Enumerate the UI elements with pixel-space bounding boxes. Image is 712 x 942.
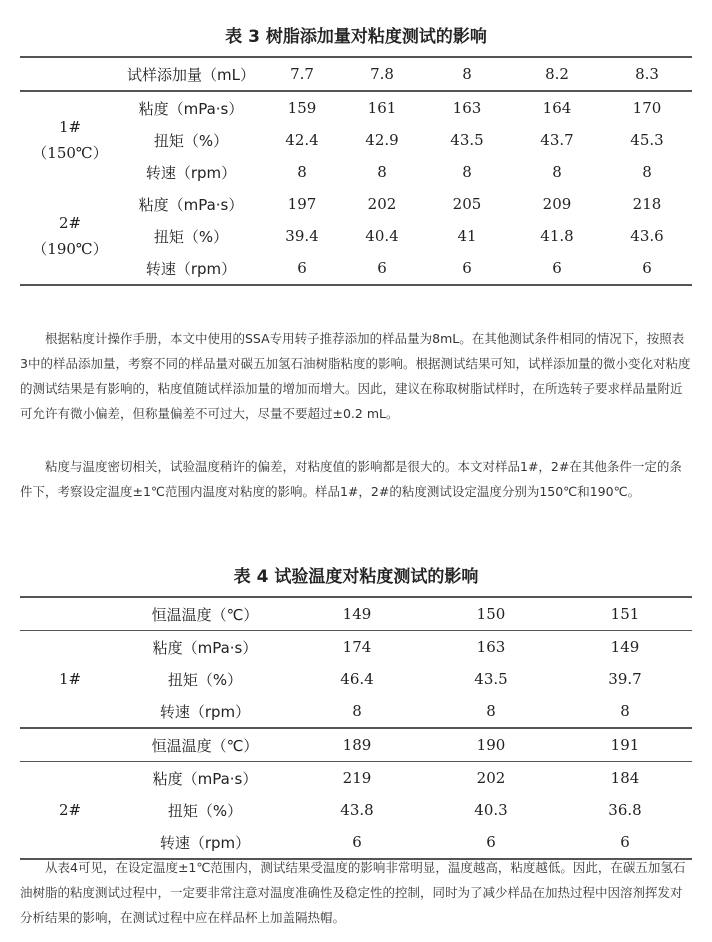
table3-header-value: 8.3 [602, 57, 692, 91]
body-paragraph: 根据粘度计操作手册，本文中使用的SSA专用转子推荐添加的样品量为8mL。在其他测试条件相同的情况下，按照表3中的样品添加量，考察不同的样品量对碳五加氢石油树脂粘度的影响。根据测试结果可知，试样添加量的微小变化对粘度的测试结果是有影响的，粘度值随试样添加量的增加而增大。因此，建议在称取树脂试样时，在所选转子要求样品量附近可允许有微小偏差，但称量偏差不可过大，尽量不要超过±0.2 mL。 [20, 331, 691, 421]
table-cell: 6 [422, 252, 512, 285]
table4-group-label: 2# [20, 762, 120, 860]
table-cell: 161 [367, 99, 397, 117]
table-cell: 40.4 [365, 227, 399, 245]
table-cell: 46.4 [340, 670, 374, 688]
table-cell: 149 [290, 597, 424, 631]
sample-temp: （190℃） [32, 240, 108, 258]
row-label: 转速（rpm） [145, 163, 237, 182]
table-row [20, 695, 692, 728]
table3-group-label [20, 188, 120, 285]
table-cell: 43.6 [630, 227, 664, 245]
table-row [20, 597, 692, 631]
sample-id: 2# [58, 214, 82, 232]
row-label: 粘度（mPa·s） [120, 631, 290, 664]
table-cell: 6 [602, 252, 692, 285]
table-cell: 8 [377, 163, 387, 181]
table-cell: 6 [512, 252, 602, 285]
table-cell: 150 [424, 597, 558, 631]
table-cell: 197 [287, 195, 317, 213]
table-cell: 190 [424, 728, 558, 762]
row-label: 扭矩（%） [153, 227, 229, 246]
row-label: 扭矩（%） [167, 801, 243, 820]
row-label: 粘度（mPa·s） [138, 99, 244, 118]
table-cell: 191 [558, 728, 692, 762]
table-cell: 39.4 [285, 227, 319, 245]
table4-caption: 表 4 试验温度对粘度测试的影响 [233, 567, 479, 587]
row-label: 恒温温度（℃） [120, 728, 290, 762]
table-cell: 202 [424, 762, 558, 795]
table-cell: 45.3 [630, 131, 664, 149]
table-cell: 202 [367, 195, 397, 213]
table-cell: 184 [558, 762, 692, 795]
table-row [20, 728, 692, 762]
table-cell: 205 [452, 195, 482, 213]
table-cell: 39.7 [608, 670, 642, 688]
table-cell: 189 [290, 728, 424, 762]
table-cell: 6 [342, 252, 422, 285]
table-cell: 8 [486, 702, 496, 720]
table-cell: 170 [632, 99, 662, 117]
table-cell: 43.7 [540, 131, 574, 149]
table-cell: 8 [352, 702, 362, 720]
table-cell: 164 [542, 99, 572, 117]
table-cell: 8 [552, 163, 562, 181]
table3-caption: 表 3 树脂添加量对粘度测试的影响 [225, 27, 487, 47]
table-cell: 41.8 [540, 227, 574, 245]
table-row [20, 91, 692, 124]
table-cell: 6 [558, 826, 692, 859]
table3 [20, 56, 692, 286]
table-cell: 6 [262, 252, 342, 285]
table-cell: 8 [462, 163, 472, 181]
row-label: 转速（rpm） [120, 252, 262, 285]
row-label: 扭矩（%） [153, 131, 229, 150]
table-cell: 219 [290, 762, 424, 795]
table-cell: 159 [287, 99, 317, 117]
row-label: 恒温温度（℃） [120, 597, 290, 631]
table-row [20, 124, 692, 156]
table-row [20, 188, 692, 220]
table3-header-value: 7.8 [342, 57, 422, 91]
table-cell: 43.8 [340, 801, 374, 819]
table-cell: 151 [558, 597, 692, 631]
table-cell: 8 [297, 163, 307, 181]
table3-header-value: 8 [422, 57, 512, 91]
table-cell: 42.4 [285, 131, 319, 149]
row-label: 扭矩（%） [167, 670, 243, 689]
row-label: 转速（rpm） [159, 702, 251, 721]
table3-corner-cell [20, 57, 120, 91]
table-row [20, 220, 692, 252]
table-cell: 6 [290, 826, 424, 859]
table3-header-label: 试样添加量（mL） [120, 57, 262, 91]
table4-corner-cell [20, 728, 120, 762]
table3-group-label [20, 91, 120, 188]
table4-group-label: 1# [20, 631, 120, 729]
table-cell: 43.5 [450, 131, 484, 149]
body-paragraph: 从表4可见，在设定温度±1℃范围内，测试结果受温度的影响非常明显，温度越高，粘度越低。因此，在碳五加氢石油树脂的粘度测试过程中，一定要非常注意对温度准确性及稳定性的控制，同时为了减少样品在加热过程中因溶剂挥发对分析结果的影响，在测试过程中应在样品杯上加盖隔热帽。 [20, 860, 686, 925]
table4-corner-cell [20, 597, 120, 631]
row-label: 转速（rpm） [120, 826, 290, 859]
table-cell: 41 [457, 227, 477, 245]
table-cell: 218 [632, 195, 662, 213]
sample-temp: （150℃） [32, 144, 108, 162]
table4 [20, 596, 692, 860]
table-row [20, 762, 692, 795]
table-row [20, 663, 692, 695]
table-cell: 8 [620, 702, 630, 720]
table-cell: 163 [452, 99, 482, 117]
table-cell: 43.5 [474, 670, 508, 688]
table3-header-value: 8.2 [512, 57, 602, 91]
body-paragraph: 粘度与温度密切相关，试验温度稍许的偏差，对粘度值的影响都是很大的。本文对样品1#，2#在其他条件一定的条件下，考察设定温度±1℃范围内温度对粘度的影响。样品1#，2#的粘度测试设定温度分别为150℃和190℃。 [20, 459, 682, 499]
table-row [20, 156, 692, 188]
table-cell: 36.8 [608, 801, 642, 819]
table-row [20, 631, 692, 664]
table3-header-row [20, 57, 692, 91]
table-cell: 6 [424, 826, 558, 859]
sample-id: 1# [58, 118, 82, 136]
table-cell: 174 [290, 631, 424, 664]
table3-header-value: 7.7 [262, 57, 342, 91]
table-row [20, 794, 692, 826]
table-cell: 149 [558, 631, 692, 664]
table-cell: 209 [542, 195, 572, 213]
table-cell: 40.3 [474, 801, 508, 819]
table-row [20, 252, 692, 285]
table-cell: 163 [424, 631, 558, 664]
table-cell: 42.9 [365, 131, 399, 149]
table-cell: 8 [642, 163, 652, 181]
row-label: 粘度（mPa·s） [120, 762, 290, 795]
row-label: 粘度（mPa·s） [138, 195, 244, 214]
